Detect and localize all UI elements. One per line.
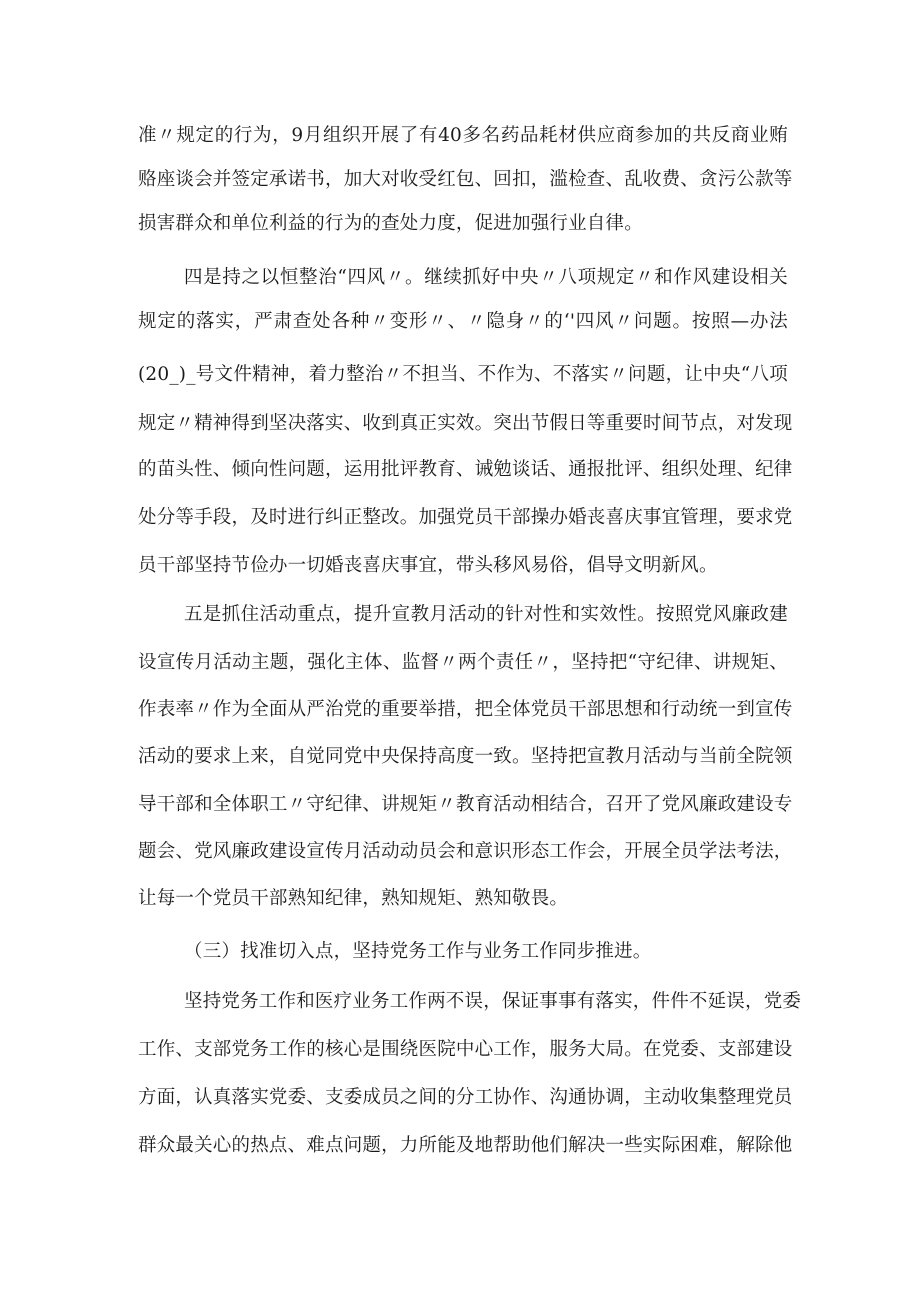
- text-line: 赂座谈会并签定承诺书，加大对收受红包、回扣，滥检查、乱收费、贪污公款等: [138, 169, 793, 190]
- paragraph-start-line: 五是抓住活动重点，提升宣教月活动的针对性和实效性。按照党风廉政建: [184, 604, 788, 625]
- text-line: 处分等手段，及时进行纠正整改。加强党员干部操办婚丧喜庆事宜管理，要求党: [138, 507, 793, 528]
- text-line: 题会、党风廉政建设宣传月活动动员会和意识形态工作会，开展全员学法考法，: [138, 841, 793, 862]
- text-line: 规定〃精神得到坚决落实、收到真正实效。突出节假日等重要时间节点，对发现: [138, 413, 793, 434]
- paragraph-start-line: 四是持之以恒整治“四风〃。继续抓好中央〃八项规定〃和作风建设相关: [184, 267, 788, 288]
- text-line: 规定的落实，严肃查处各种〃变形〃、〃隐身〃的‘'四风〃问题。按照—办法: [138, 311, 788, 332]
- text-line: 方面，认真落实党委、支委成员之间的分工协作、沟通协调，主动收集整理党员: [138, 1087, 793, 1108]
- text-line: 损害群众和单位利益的行为的查处力度，促进加强行业自律。: [138, 213, 643, 234]
- text-line: (20_)_号文件精神，着力整治〃不担当、不作为、不落实〃问题，让中央“八项: [138, 364, 788, 385]
- text-line: 作表率〃作为全面从严治党的重要举措，把全体党员干部思想和行动统一到宣传: [138, 699, 793, 720]
- text-line: 工作、支部党务工作的核心是围绕医院中心工作，服务大局。在党委、支部建设: [138, 1039, 793, 1060]
- text-line: 活动的要求上来，自觉同党中央保持高度一致。坚持把宣教月活动与当前全院领: [138, 746, 793, 767]
- section-heading: （三）找准切入点，坚持党务工作与业务工作同步推进。: [184, 941, 652, 962]
- text-line: 的苗头性、倾向性问题，运用批评教育、诫勉谈话、通报批评、组织处理、纪律: [138, 459, 793, 480]
- text-line: 员干部坚持节俭办一切婚丧喜庆事宜，带头移风易俗，倡导文明新风。: [138, 555, 718, 576]
- text-line: 让每一个党员干部熟知纪律，熟知规矩、熟知敬畏。: [138, 888, 569, 909]
- paragraph-start-line: 坚持党务工作和医疗业务工作两不误，保证事事有落实，件件不延误，党委: [184, 991, 802, 1012]
- text-line: 设宣传月活动主题，强化主体、监督〃两个责任〃，坚持把“守纪律、讲规矩、: [138, 652, 788, 673]
- text-line: 群众最关心的热点、难点问题，力所能及地帮助他们解决一些实际困难，解除他: [138, 1135, 793, 1156]
- text-line: 导干部和全体职工〃守纪律、讲规矩〃教育活动相结合，召开了党风廉政建设专: [138, 794, 793, 815]
- text-line: 准〃规定的行为，9月组织开展了有40多名药品耗材供应商参加的共反商业贿: [138, 125, 788, 146]
